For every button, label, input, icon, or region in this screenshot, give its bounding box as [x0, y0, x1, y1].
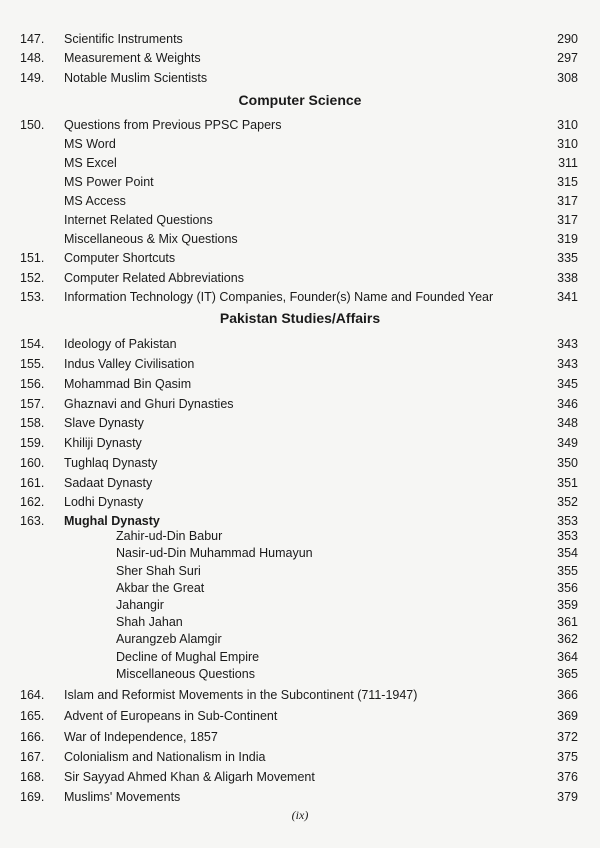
entry-title: Computer Related Abbreviations [64, 271, 244, 285]
toc-entry [0, 728, 600, 747]
toc-entry [0, 288, 600, 307]
entry-title: Miscellaneous & Mix Questions [64, 232, 238, 246]
entry-title: Sir Sayyad Ahmed Khan & Aligarh Movement [64, 770, 315, 784]
toc-entry [0, 434, 600, 453]
entry-number: 169. [20, 790, 45, 804]
entry-title: Tughlaq Dynasty [64, 456, 158, 470]
entry-page: 290 [557, 32, 578, 46]
entry-page: 376 [557, 770, 578, 784]
entry-number: 150. [20, 118, 45, 132]
entry-number: 152. [20, 271, 45, 285]
entry-page: 343 [557, 357, 578, 371]
toc-entry [0, 335, 600, 354]
entry-number: 165. [20, 709, 45, 723]
entry-title: Questions from Previous PPSC Papers [64, 118, 282, 132]
entry-page: 317 [557, 213, 578, 227]
entry-page: 359 [557, 598, 578, 612]
toc-entry [0, 49, 600, 68]
toc-entry [0, 454, 600, 473]
page-footer-numeral: (ix) [291, 808, 309, 822]
entry-page: 369 [557, 709, 578, 723]
entry-page: 308 [557, 71, 578, 85]
toc-entry [0, 493, 600, 512]
entry-number: 155. [20, 357, 45, 371]
entry-title: Ideology of Pakistan [64, 337, 177, 351]
entry-page: 317 [557, 194, 578, 208]
section-heading-pakistan-studies: Pakistan Studies/Affairs [219, 310, 381, 326]
entry-title: MS Access [64, 194, 126, 208]
entry-page: 372 [557, 730, 578, 744]
toc-entry [0, 116, 600, 135]
entry-title: Scientific Instruments [64, 32, 183, 46]
entry-title: Mohammad Bin Qasim [64, 377, 192, 391]
entry-title: Computer Shortcuts [64, 251, 176, 265]
entry-page: 345 [557, 377, 578, 391]
entry-title: Decline of Mughal Empire [116, 650, 260, 664]
entry-page: 311 [558, 156, 578, 170]
toc-subentry [0, 230, 600, 249]
entry-page: 361 [557, 615, 578, 629]
entry-number: 164. [20, 688, 45, 702]
toc-subentry [0, 173, 600, 192]
entry-title: Islam and Reformist Movements in the Subcontinent (711-1947) [64, 688, 418, 702]
entry-title: Khiliji Dynasty [64, 436, 142, 450]
entry-title: Ghaznavi and Ghuri Dynasties [64, 397, 234, 411]
entry-number: 162. [20, 495, 45, 509]
entry-number: 149. [20, 71, 45, 85]
entry-number: 168. [20, 770, 45, 784]
entry-page: 338 [557, 271, 578, 285]
entry-page: 364 [557, 650, 578, 664]
entry-number: 154. [20, 337, 45, 351]
entry-page: 350 [557, 456, 578, 470]
entry-title: Aurangzeb Alamgir [116, 632, 222, 646]
entry-page: 343 [557, 337, 578, 351]
toc-entry [0, 414, 600, 433]
entry-page: 310 [557, 137, 578, 151]
toc-entry [0, 686, 600, 705]
entry-page: 315 [557, 175, 578, 189]
entry-page: 349 [557, 436, 578, 450]
entry-page: 297 [557, 51, 578, 65]
entry-page: 353 [557, 514, 578, 528]
entry-number: 167. [20, 750, 45, 764]
entry-number: 157. [20, 397, 45, 411]
entry-title: Indus Valley Civilisation [64, 357, 195, 371]
entry-number: 151. [20, 251, 45, 265]
toc-entry [0, 249, 600, 268]
toc-entry [0, 375, 600, 394]
toc-entry [0, 269, 600, 288]
entry-title: Nasir-ud-Din Muhammad Humayun [116, 546, 313, 560]
entry-page: 319 [557, 232, 578, 246]
entry-page: 375 [557, 750, 578, 764]
entry-number: 153. [20, 290, 45, 304]
entry-page: 354 [557, 546, 578, 560]
entry-page: 348 [557, 416, 578, 430]
toc-subentry [0, 192, 600, 211]
entry-number: 148. [20, 51, 45, 65]
entry-number: 166. [20, 730, 45, 744]
entry-title: Lodhi Dynasty [64, 495, 144, 509]
entry-page: 310 [557, 118, 578, 132]
entry-page: 335 [557, 251, 578, 265]
entry-title: War of Independence, 1857 [64, 730, 218, 744]
toc-entry [0, 355, 600, 374]
entry-title: Miscellaneous Questions [116, 667, 255, 681]
entry-title: Jahangir [116, 598, 164, 612]
entry-number: 156. [20, 377, 45, 391]
entry-page: 356 [557, 581, 578, 595]
entry-page: 365 [557, 667, 578, 681]
entry-title: Sher Shah Suri [116, 564, 201, 578]
toc-entry [0, 748, 600, 767]
toc-subentry [0, 630, 600, 649]
entry-page: 355 [557, 564, 578, 578]
entry-page: 346 [557, 397, 578, 411]
entry-title: Akbar the Great [116, 581, 205, 595]
entry-title: Internet Related Questions [64, 213, 213, 227]
toc-entry [0, 788, 600, 807]
entry-title: Measurement & Weights [64, 51, 201, 65]
entry-title: Shah Jahan [116, 615, 183, 629]
entry-title: MS Excel [64, 156, 117, 170]
entry-title: Zahir-ud-Din Babur [116, 529, 223, 543]
toc-entry [0, 395, 600, 414]
toc-subentry [0, 665, 600, 684]
entry-number: 159. [20, 436, 45, 450]
toc-subentry [0, 211, 600, 230]
entry-number: 147. [20, 32, 45, 46]
section-heading-computer-science: Computer Science [238, 92, 362, 108]
entry-page: 352 [557, 495, 578, 509]
toc-subentry [0, 154, 600, 173]
entry-number: 160. [20, 456, 45, 470]
toc-entry [0, 768, 600, 787]
toc-entry [0, 707, 600, 726]
entry-page: 341 [557, 290, 578, 304]
entry-number: 163. [20, 514, 45, 528]
entry-page: 353 [557, 529, 578, 543]
entry-title: Sadaat Dynasty [64, 476, 153, 490]
entry-title: Slave Dynasty [64, 416, 144, 430]
entry-title: Advent of Europeans in Sub-Continent [64, 709, 278, 723]
entry-page: 351 [557, 476, 578, 490]
toc-subentry [0, 544, 600, 563]
entry-number: 161. [20, 476, 45, 490]
toc-entry [0, 30, 600, 49]
entry-title: MS Word [64, 137, 116, 151]
toc-entry [0, 474, 600, 493]
entry-title: Colonialism and Nationalism in India [64, 750, 266, 764]
entry-title: Mughal Dynasty [64, 514, 160, 528]
toc-subentry [0, 135, 600, 154]
entry-title: Information Technology (IT) Companies, Founder(s) Name and Founded Year [64, 290, 494, 304]
entry-title: MS Power Point [64, 175, 154, 189]
entry-page: 379 [557, 790, 578, 804]
entry-page: 362 [557, 632, 578, 646]
entry-title: Muslims' Movements [64, 790, 181, 804]
entry-page: 366 [557, 688, 578, 702]
entry-number: 158. [20, 416, 45, 430]
toc-entry [0, 69, 600, 88]
entry-title: Notable Muslim Scientists [64, 71, 208, 85]
